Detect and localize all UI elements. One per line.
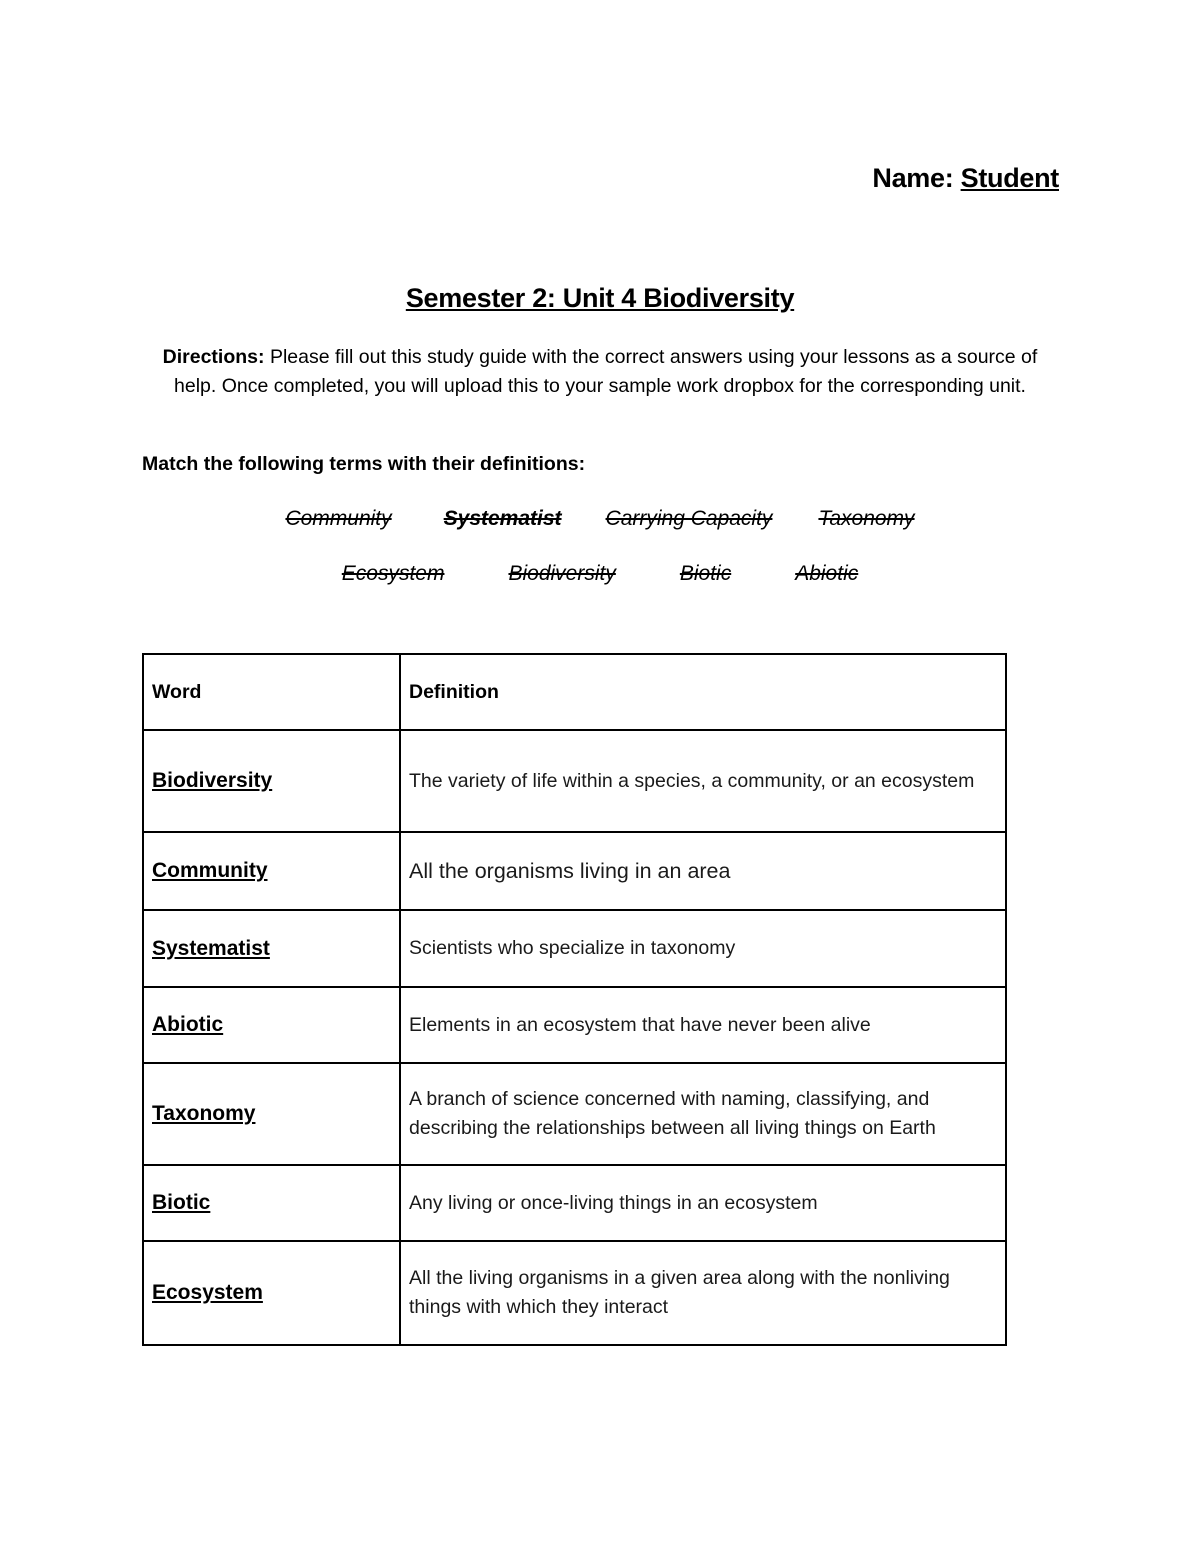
- table-row: [143, 1241, 1006, 1345]
- table-row: [143, 1165, 1006, 1241]
- term-word: Ecosystem: [143, 1241, 400, 1345]
- word-bank-row-2: [0, 562, 1200, 586]
- term-definition: Any living or once-living things in an ecosystem: [400, 1165, 1006, 1241]
- term-word: Biotic: [143, 1165, 400, 1241]
- term-definition: All the living organisms in a given area along with the nonliving things with which they interact: [400, 1241, 1006, 1345]
- term-word: Systematist: [143, 910, 400, 987]
- terms-table: [142, 653, 1007, 1346]
- table-row: [143, 987, 1006, 1063]
- bank-word-biodiversity: Biodiversity: [508, 562, 616, 585]
- table-row: [143, 910, 1006, 987]
- table-row: [143, 730, 1006, 832]
- match-instruction: Match the following terms with their definitions:: [142, 453, 586, 475]
- term-word: Taxonomy: [143, 1063, 400, 1165]
- term-definition: Scientists who specialize in taxonomy: [400, 910, 1006, 987]
- name-label: Name:: [872, 163, 954, 193]
- term-definition: A branch of science concerned with naming, classifying, and describing the relationships between all living things on Earth: [400, 1063, 1006, 1165]
- word-bank-row-1: [0, 507, 1200, 531]
- term-word: Biodiversity: [143, 730, 400, 832]
- bank-word-systematist: Systematist: [443, 507, 562, 530]
- directions-text: Please fill out this study guide with the correct answers using your lessons as a source of help. Once completed, you will upload this to your sample work dropbox for the corresponding unit.: [174, 346, 1038, 397]
- bank-word-carrying-capacity: Carrying Capacity: [605, 507, 773, 530]
- bank-word-abiotic: Abiotic: [795, 562, 859, 585]
- directions-paragraph: [160, 343, 1040, 401]
- directions-label: Directions:: [162, 346, 265, 368]
- table-row: [143, 1063, 1006, 1165]
- bank-word-community: Community: [285, 507, 392, 530]
- word-column-header: Word: [143, 654, 400, 730]
- term-definition: All the organisms living in an area: [400, 832, 1006, 910]
- page-title: Semester 2: Unit 4 Biodiversity: [405, 283, 795, 313]
- table-header-row: [143, 654, 1006, 730]
- bank-word-ecosystem: Ecosystem: [341, 562, 445, 585]
- bank-word-taxonomy: Taxonomy: [818, 507, 915, 530]
- table-row: [143, 832, 1006, 910]
- term-definition: The variety of life within a species, a community, or an ecosystem: [400, 730, 1006, 832]
- term-word: Abiotic: [143, 987, 400, 1063]
- term-word: Community: [143, 832, 400, 910]
- term-definition: Elements in an ecosystem that have never been alive: [400, 987, 1006, 1063]
- student-name-line: [872, 163, 1059, 194]
- bank-word-biotic: Biotic: [679, 562, 732, 585]
- definition-column-header: Definition: [400, 654, 1006, 730]
- name-value: Student: [960, 163, 1059, 193]
